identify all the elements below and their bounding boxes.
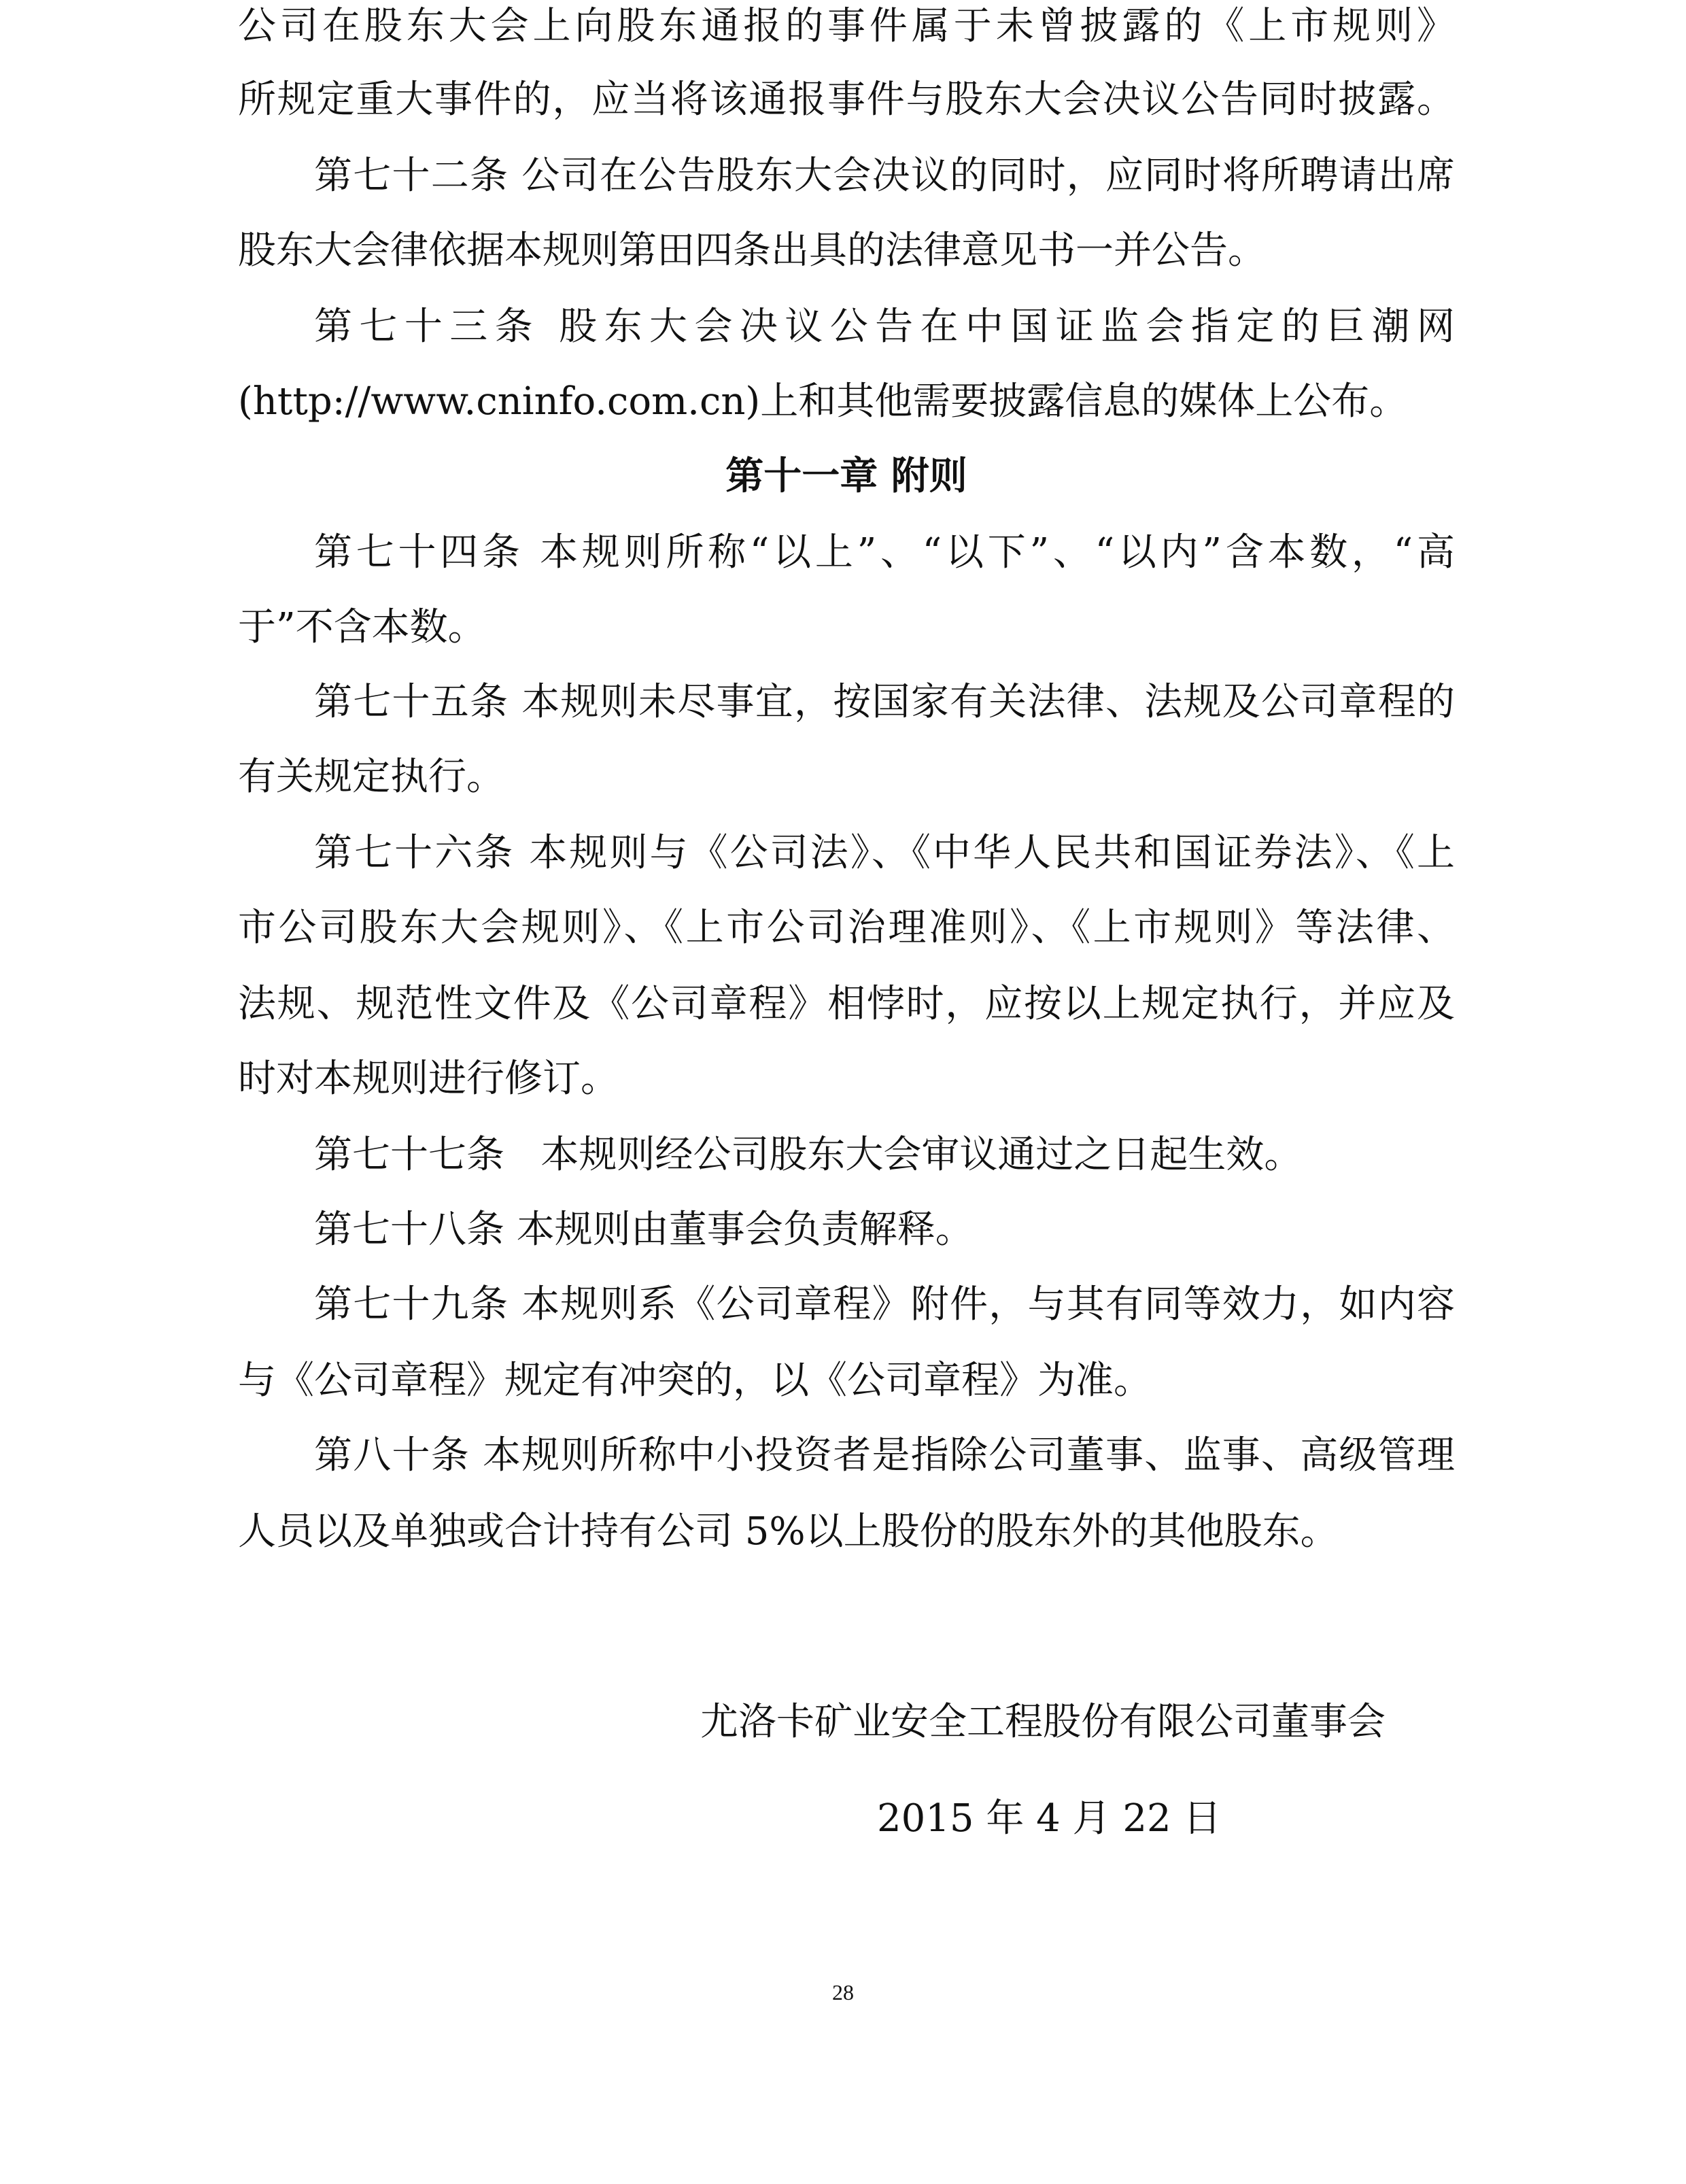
article-79-line: 与《公司章程》规定有冲突的，以《公司章程》为准。 <box>238 1359 1152 1403</box>
article-76-line: 时对本规则进行修订。 <box>238 1057 619 1101</box>
article-80-line: 第八十条 本规则所称中小投资者是指除公司董事、监事、高级管理 <box>314 1433 1455 1478</box>
signature-company: 尤洛卡矿业安全工程股份有限公司董事会 <box>700 1700 1386 1744</box>
article-75-line: 第七十五条 本规则未尽事宜，按国家有关法律、法规及公司章程的 <box>314 680 1455 724</box>
article-73-line: (http://www.cninfo.com.cn)上和其他需要披露信息的媒体上公布。 <box>238 379 1408 424</box>
article-72-line: 股东大会律依据本规则第田四条出具的法律意见书一并公告。 <box>238 228 1266 273</box>
article-77-line: 第七十七条 本规则经公司股东大会审议通过之日起生效。 <box>314 1133 1303 1177</box>
article-73-line: 第七十三条 股东大会决议公告在中国证监会指定的巨潮网 <box>314 305 1455 349</box>
article-74-line: 于”不含本数。 <box>238 605 486 649</box>
signature-date: 2015 年 4 月 22 日 <box>877 1796 1222 1841</box>
article-76-line: 法规、规范性文件及《公司章程》相悖时，应按以上规定执行，并应及 <box>238 982 1455 1026</box>
paragraph-line: 公司在股东大会上向股东通报的事件属于未曾披露的《上市规则》 <box>238 4 1455 48</box>
article-72-line: 第七十二条 公司在公告股东大会决议的同时，应同时将所聘请出席 <box>314 154 1455 198</box>
article-76-line: 第七十六条 本规则与《公司法》、《中华人民共和国证券法》、《上 <box>314 831 1455 875</box>
article-76-line: 市公司股东大会规则》、《上市公司治理准则》、《上市规则》等法律、 <box>238 906 1455 950</box>
article-74-line: 第七十四条 本规则所称“以上”、“以下”、“以内”含本数，“高 <box>314 530 1455 575</box>
paragraph-line: 所规定重大事件的，应当将该通报事件与股东大会决议公告同时披露。 <box>238 78 1455 122</box>
article-75-line: 有关规定执行。 <box>238 755 504 799</box>
page-number: 28 <box>832 1980 854 2004</box>
chapter-heading: 第十一章 附则 <box>725 454 967 498</box>
article-79-line: 第七十九条 本规则系《公司章程》附件，与其有同等效力，如内容 <box>314 1282 1455 1327</box>
article-80-line: 人员以及单独或合计持有公司 5%以上股份的股东外的其他股东。 <box>238 1509 1339 1554</box>
article-78-line: 第七十八条 本规则由董事会负责解释。 <box>314 1208 974 1252</box>
